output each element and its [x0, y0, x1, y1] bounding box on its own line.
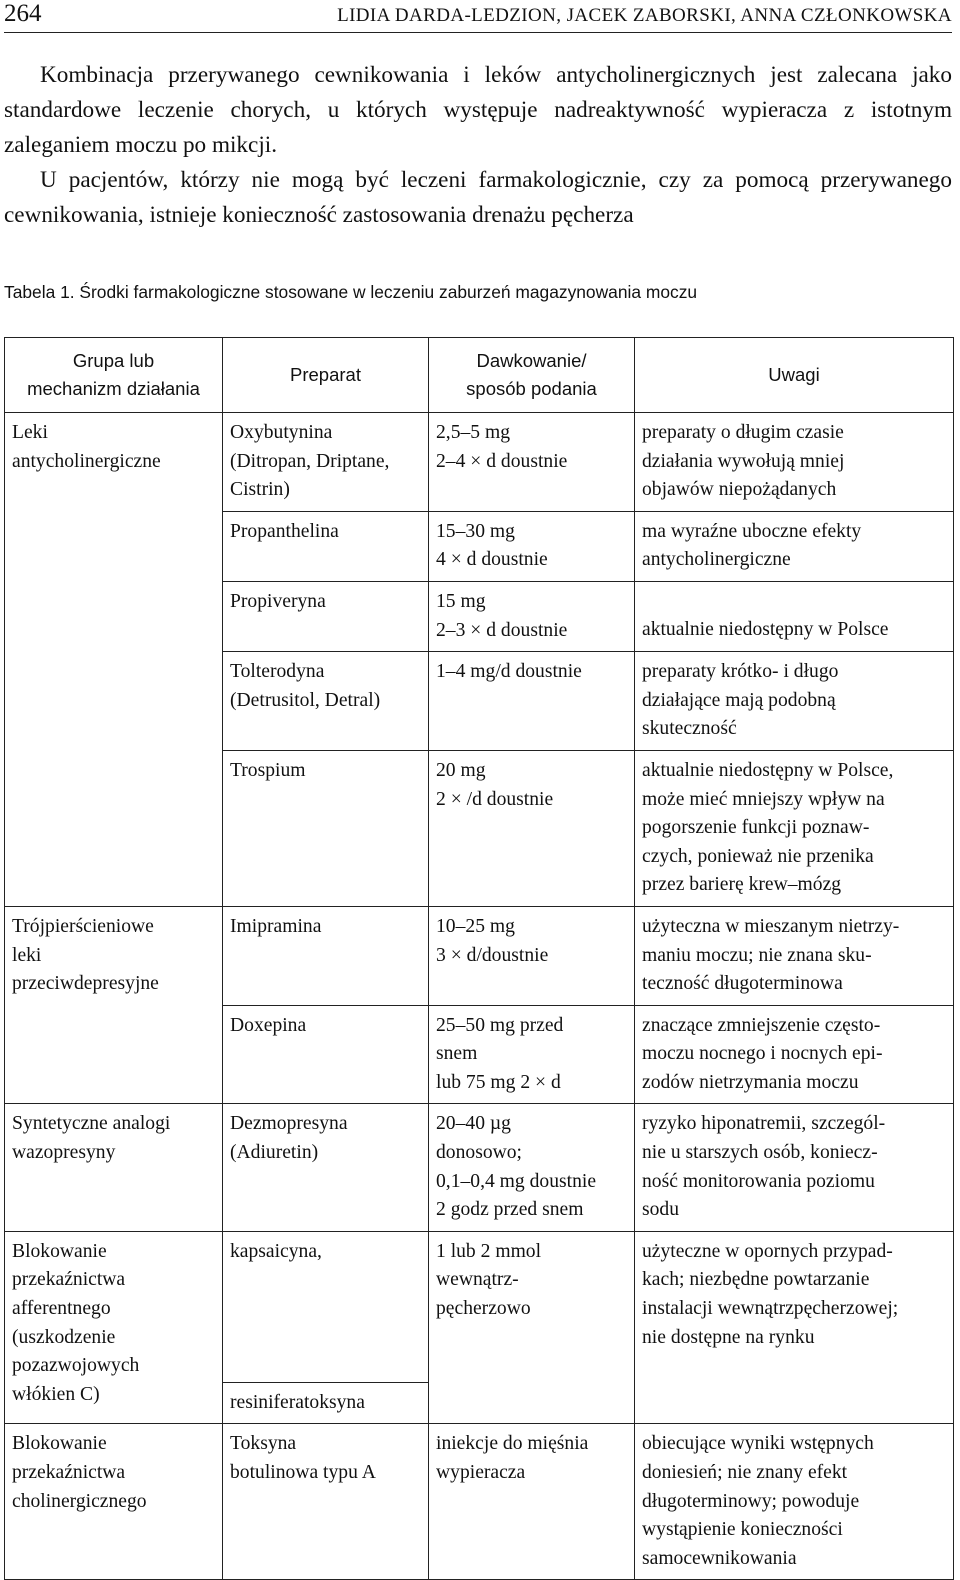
- drug-cell: [223, 581, 429, 651]
- cell-text-line: aktualnie niedostępny w Polsce: [642, 618, 889, 640]
- cell-text-line: działania wywołują mniej: [642, 450, 845, 472]
- page-number: 264: [4, 0, 42, 27]
- cell-text-line: afferentnego: [12, 1298, 111, 1320]
- cell-text-line: doniesień; nie znany efekt: [642, 1462, 848, 1484]
- cell-text-line: (Ditropan, Driptane,: [230, 450, 390, 472]
- cell-text-line: Doxepina: [230, 1014, 307, 1036]
- cell-text-line: działające mają podobną: [642, 689, 836, 711]
- cell-text-line: leki: [12, 944, 42, 966]
- dose-cell: [429, 1104, 635, 1231]
- cell-text-line: donosowo;: [436, 1142, 523, 1164]
- cell-text-line: teczność długoterminowa: [642, 973, 843, 995]
- cell-text-line: nie u starszych osób, koniecz-: [642, 1142, 878, 1164]
- cell-text-line: 3 × d/doustnie: [436, 944, 549, 966]
- drug-cell: [223, 1231, 429, 1382]
- cell-text-line: preparaty o długim czasie: [642, 422, 844, 443]
- cell-text-line: 10–25 mg: [436, 915, 515, 937]
- cell-text-line: 2–3 × d doustnie: [436, 619, 568, 641]
- cell-text-line: użyteczne w opornych przypad-: [642, 1240, 893, 1262]
- cell-text-line: przeciwdepresyjne: [12, 973, 159, 995]
- cell-text-line: Toksyna: [230, 1433, 297, 1455]
- header-dose: Dawkowanie/ sposób podania: [429, 338, 635, 413]
- cell-text-line: Blokowanie: [12, 1240, 107, 1262]
- table-row: [5, 1231, 954, 1382]
- group-vasopressin: [5, 1104, 223, 1231]
- line-spacer: [642, 588, 946, 616]
- dose-cell: [429, 413, 635, 512]
- running-title: LIDIA DARDA-LEDZION, JACEK ZABORSKI, ANNA CZŁONKOWSKA: [337, 5, 952, 26]
- cell-text-line: sodu: [642, 1199, 680, 1221]
- cell-text-line: ryzyko hiponatremii, szczegól-: [642, 1113, 886, 1135]
- cell-text-line: 2–4 × d doustnie: [436, 450, 568, 472]
- cell-text-line: przez barierę krew–mózg: [642, 874, 842, 896]
- group-tricyclic: [5, 906, 223, 1104]
- notes-cell: [635, 906, 954, 1005]
- cell-text-line: Leki: [12, 422, 48, 443]
- cell-text-line: 0,1–0,4 mg doustnie: [436, 1170, 597, 1192]
- cell-text-line: Tolterodyna: [230, 661, 325, 683]
- drug-cell: [223, 906, 429, 1005]
- cell-text-line: kapsaicyna,: [230, 1240, 322, 1262]
- cell-text-line: maniu moczu; nie znana sku-: [642, 944, 872, 966]
- dose-cell: [429, 1424, 635, 1580]
- cell-text-line: zodów nietrzymania moczu: [642, 1071, 859, 1093]
- table-row: [5, 1424, 954, 1580]
- cell-text-line: Dezmopresyna: [230, 1113, 348, 1135]
- cell-text-line: włókien C): [12, 1383, 100, 1405]
- notes-cell: [635, 750, 954, 906]
- drug-cell: [223, 1382, 429, 1424]
- intro-paragraph-2: U pacjentów, którzy nie mogą być leczeni farmakologicznie, czy za pomocą przerywanego cewnikowania, istnieje konieczność zastosowania drenażu pęcherza: [4, 167, 952, 228]
- cell-text-line: 25–50 mg przed: [436, 1014, 564, 1036]
- cell-text-line: Propanthelina: [230, 520, 339, 542]
- cell-text-line: (uszkodzenie: [12, 1326, 116, 1348]
- cell-text-line: kach; niezbędne powtarzanie: [642, 1269, 870, 1291]
- cell-text-line: wypieracza: [436, 1462, 526, 1484]
- notes-cell: [635, 1005, 954, 1104]
- cell-text-line: Oxybutynina: [230, 422, 333, 443]
- cell-text-line: przekaźnictwa: [12, 1462, 126, 1484]
- group-afferent: [5, 1231, 223, 1424]
- cell-text-line: botulinowa typu A: [230, 1462, 376, 1484]
- intro-paragraph-1: Kombinacja przerywanego cewnikowania i leków antycholinergicznych jest zalecana jako standardowe leczenie chorych, u których występuje nadreaktywność wypieracza z istotnym zaleganiem moczu po mikcji.: [4, 62, 952, 158]
- notes-cell: [635, 413, 954, 512]
- cell-text-line: pozazwojowych: [12, 1355, 140, 1377]
- cell-text-line: długoterminowy; powoduje: [642, 1490, 860, 1512]
- cell-text-line: wazopresyny: [12, 1142, 116, 1164]
- cell-text-line: aktualnie niedostępny w Polsce,: [642, 759, 894, 781]
- table-row: [5, 906, 954, 1005]
- cell-text-line: instalacji wewnątrzpęcherzowej;: [642, 1298, 899, 1320]
- cell-text-line: iniekcje do mięśnia: [436, 1433, 589, 1455]
- cell-text-line: Propiveryna: [230, 590, 326, 612]
- cell-text-line: skuteczność: [642, 718, 737, 740]
- cell-text-line: (Detrusitol, Detral): [230, 689, 381, 711]
- drug-cell: [223, 1104, 429, 1231]
- cell-text-line: użyteczna w mieszanym nietrzy-: [642, 915, 900, 937]
- group-cholinergic: [5, 1424, 223, 1580]
- cell-text-line: objawów niepożądanych: [642, 479, 837, 501]
- intro-text: [4, 58, 952, 233]
- cell-text-line: Syntetyczne analogi: [12, 1113, 171, 1135]
- cell-text-line: snem: [436, 1043, 478, 1065]
- notes-cell: [635, 511, 954, 581]
- cell-text-line: 1 lub 2 mmol: [436, 1240, 542, 1262]
- table-header-row: [5, 338, 954, 413]
- cell-text-line: może mieć mniejszy wpływ na: [642, 788, 885, 810]
- cell-text-line: Imipramina: [230, 915, 322, 937]
- dose-cell: [429, 652, 635, 751]
- cell-text-line: 2,5–5 mg: [436, 422, 511, 443]
- dose-cell: [429, 906, 635, 1005]
- notes-cell: [635, 1424, 954, 1580]
- cell-text-line: 2 × /d doustnie: [436, 788, 554, 810]
- cell-text-line: ność monitorowania poziomu: [642, 1170, 875, 1192]
- cell-text-line: nie dostępne na rynku: [642, 1326, 815, 1348]
- cell-text-line: antycholinergiczne: [12, 450, 161, 472]
- drug-cell: [223, 1424, 429, 1580]
- table-row: [5, 1104, 954, 1231]
- drug-cell: [223, 413, 429, 512]
- group-anticholinergic: [5, 413, 223, 907]
- header-drug: Preparat: [223, 338, 429, 413]
- cell-text-line: ma wyraźne uboczne efekty: [642, 520, 862, 542]
- notes-cell: [635, 1104, 954, 1231]
- dose-cell: [429, 1005, 635, 1104]
- cell-text-line: cholinergicznego: [12, 1490, 147, 1512]
- cell-text-line: obiecujące wyniki wstępnych: [642, 1433, 874, 1455]
- cell-text-line: (Adiuretin): [230, 1142, 319, 1164]
- header-notes: Uwagi: [635, 338, 954, 413]
- cell-text-line: antycholinergiczne: [642, 549, 791, 571]
- drug-cell: [223, 511, 429, 581]
- cell-text-line: preparaty krótko- i długo: [642, 661, 839, 683]
- notes-cell: [635, 581, 954, 651]
- cell-text-line: 20–40 µg: [436, 1113, 511, 1135]
- cell-text-line: resiniferatoksyna: [230, 1391, 365, 1413]
- cell-text-line: pogorszenie funkcji poznaw-: [642, 817, 870, 839]
- cell-text-line: wystąpienie konieczności: [642, 1519, 843, 1541]
- drug-cell: [223, 1005, 429, 1104]
- cell-text-line: 15 mg: [436, 590, 486, 612]
- table-row: [5, 413, 954, 512]
- cell-text-line: moczu nocnego i nocnych epi-: [642, 1043, 883, 1065]
- dose-cell: [429, 1231, 635, 1424]
- cell-text-line: czych, ponieważ nie przenika: [642, 845, 874, 867]
- cell-text-line: 4 × d doustnie: [436, 549, 548, 571]
- cell-text-line: 15–30 mg: [436, 520, 515, 542]
- notes-cell: [635, 1231, 954, 1424]
- cell-text-line: Blokowanie: [12, 1433, 107, 1455]
- cell-text-line: Cistrin): [230, 479, 290, 501]
- page-header: [4, 2, 952, 33]
- cell-text-line: 1–4 mg/d doustnie: [436, 661, 582, 683]
- cell-text-line: Trospium: [230, 759, 306, 781]
- notes-cell: [635, 652, 954, 751]
- cell-text-line: lub 75 mg 2 × d: [436, 1071, 561, 1093]
- dose-cell: [429, 511, 635, 581]
- table-caption: Tabela 1. Środki farmakologiczne stosowane w leczeniu zaburzeń magazynowania moczu: [4, 282, 698, 302]
- drug-cell: [223, 652, 429, 751]
- cell-text-line: wewnątrz-: [436, 1269, 519, 1291]
- header-group: Grupa lub mechanizm działania: [5, 338, 223, 413]
- cell-text-line: 2 godz przed snem: [436, 1199, 584, 1221]
- cell-text-line: Trójpierścieniowe: [12, 915, 154, 937]
- dose-cell: [429, 750, 635, 906]
- cell-text-line: 20 mg: [436, 759, 486, 781]
- drug-table: [4, 337, 954, 1580]
- dose-cell: [429, 581, 635, 651]
- cell-text-line: samocewnikowania: [642, 1547, 797, 1569]
- cell-text-line: pęcherzowo: [436, 1298, 531, 1320]
- cell-text-line: znaczące zmniejszenie często-: [642, 1014, 881, 1036]
- cell-text-line: przekaźnictwa: [12, 1269, 126, 1291]
- drug-cell: [223, 750, 429, 906]
